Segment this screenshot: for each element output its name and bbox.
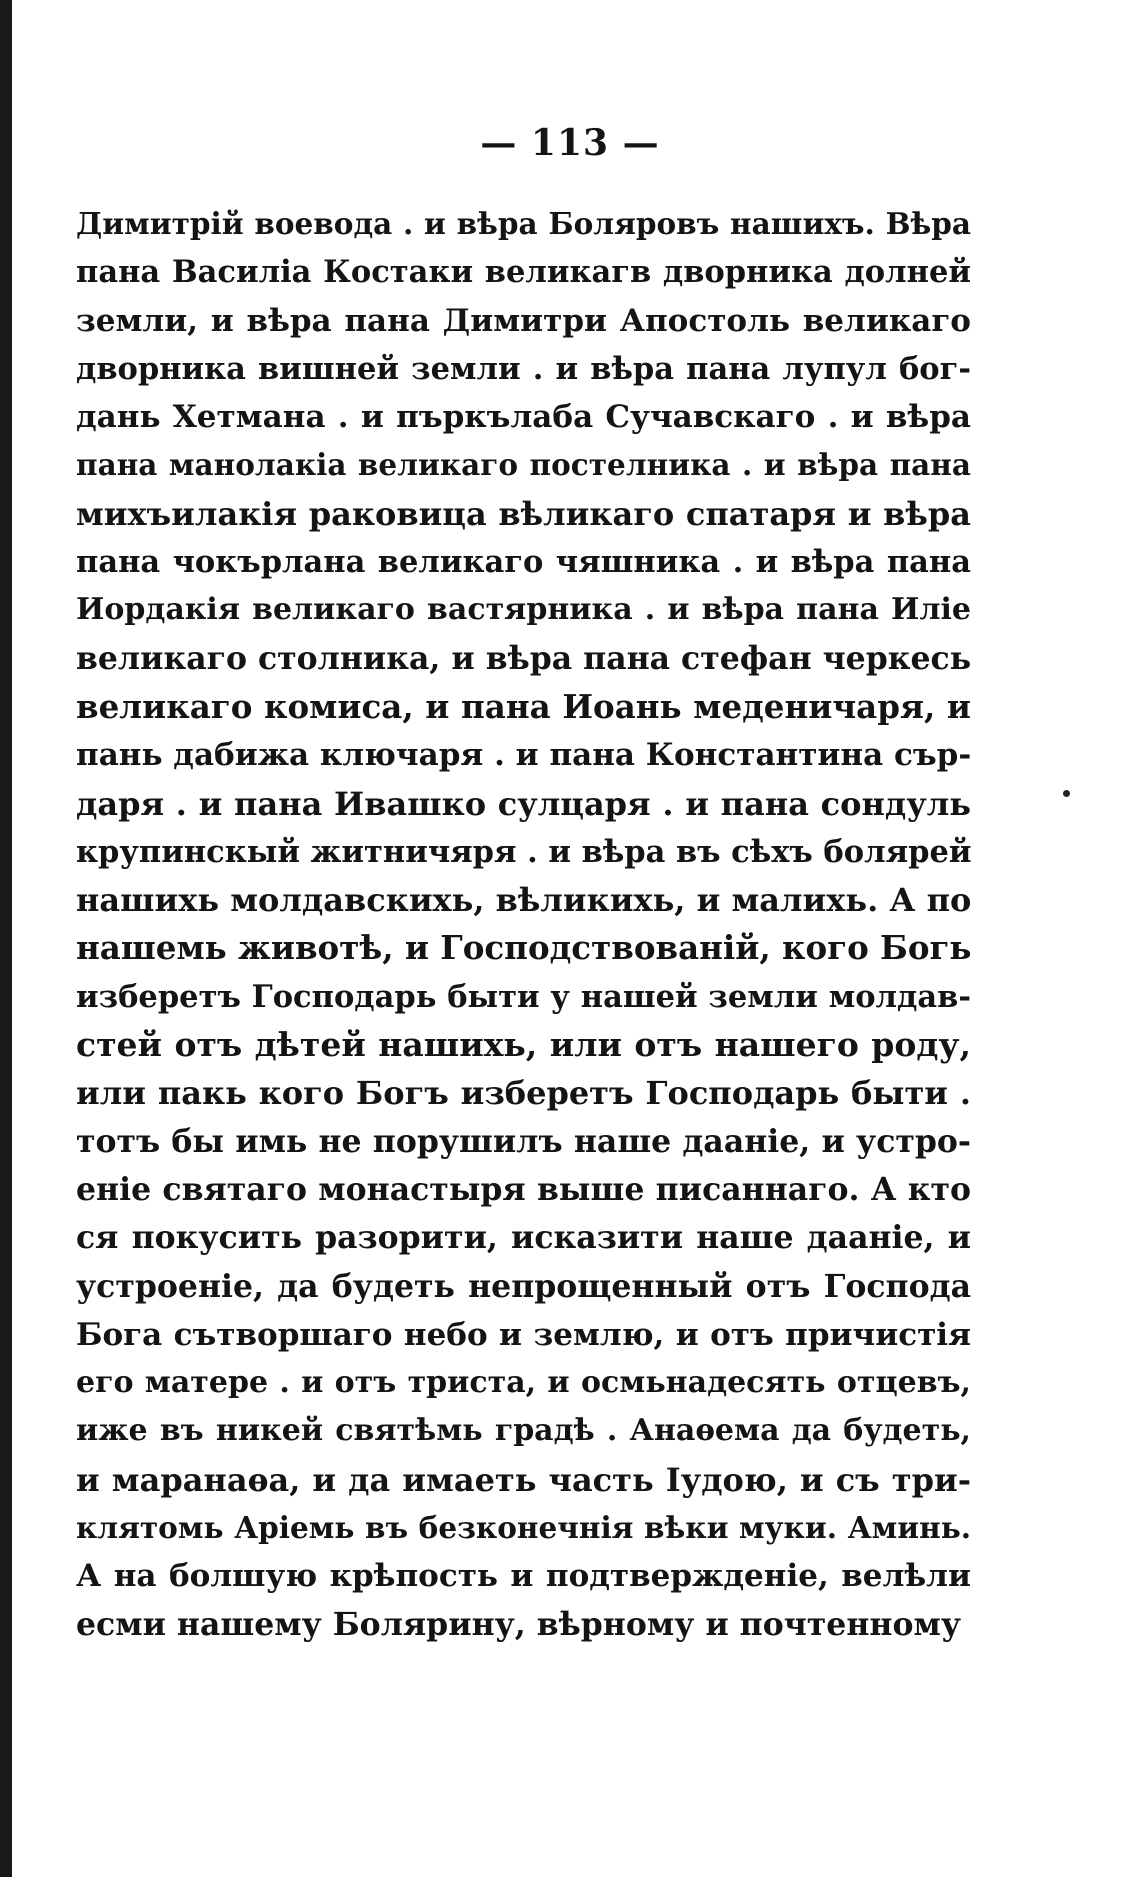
- text-line: пань дабижа ключаря . и пана Константина сър-: [76, 737, 971, 774]
- page-edge-shadow: [0, 0, 12, 1877]
- text-line: великаго комиса, и пана Иоань меденичаря, и: [76, 686, 971, 726]
- text-line: еніе святаго монастыря выше писаннаго. А кто: [76, 1170, 971, 1208]
- text-line: Бога сътворшаго небо и землю, и отъ причистія: [76, 1316, 971, 1353]
- text-line: крупинскый житничяря . и вѣра въ сѣхъ болярей: [76, 833, 971, 870]
- text-line: дань Хетмана . и пъркълаба Сучавскаго . и вѣра: [76, 399, 971, 436]
- text-line: нашихь молдавскихь, вѣликихь, и малихь. А по: [76, 881, 971, 920]
- page-number: — 113 —: [480, 122, 660, 164]
- text-line: Иордакія великаго вастярника . и вѣра пана Иліе: [76, 592, 971, 628]
- text-line: изберетъ Господарь быти у нашей земли молдав-: [76, 978, 971, 1015]
- text-line: есми нашему Болярину, вѣрному и почтенному: [76, 1605, 961, 1643]
- text-line: ся покусить разорити, исказити наше дааніе, и: [76, 1219, 971, 1257]
- text-line: пана манолакіа великаго постелника . и вѣра пана: [76, 447, 971, 483]
- text-line: земли, и вѣра пана Димитри Апостоль великаго: [76, 302, 971, 339]
- text-line: михъилакія раковица вѣликаго спатаря и вѣра: [76, 494, 971, 533]
- text-line: пана Василіа Костаки великагв дворника долней: [76, 254, 971, 291]
- text-line: клятомь Аріемь въ безконечнія вѣки муки. Аминь.: [76, 1510, 971, 1546]
- text-line: Димитрій воевода . и вѣра Боляровъ нашихъ. Вѣра: [76, 206, 971, 241]
- text-line: тотъ бы имь не порушилъ наше дааніе, и устро-: [76, 1122, 971, 1160]
- text-line: А на болшую крѣпость и подтвержденіе, велѣли: [76, 1558, 971, 1595]
- text-line: стей отъ дѣтей нашихь, или отъ нашего роду,: [76, 1025, 971, 1065]
- text-line: нашемь животѣ, и Господствованій, кого Богь: [76, 928, 971, 968]
- text-line: его матере . и отъ триста, и осмьнадесять отцевъ,: [76, 1365, 971, 1401]
- text-line: и маранаѳа, и да имаеть часть Іудою, и съ три-: [76, 1460, 971, 1499]
- text-line: великаго столника, и вѣра пана стефан черкесь: [76, 639, 971, 677]
- text-line: устроеніе, да будеть непрощенный отъ Господа: [76, 1267, 971, 1305]
- text-line: иже въ никей святѣмь градѣ . Анаѳема да будеть,: [76, 1413, 971, 1449]
- body-text: [76, 200, 971, 1649]
- text-line: пана чокърлана великаго чяшника . и вѣра пана: [76, 544, 971, 581]
- text-line: или пакь кого Богъ изберетъ Господарь быти .: [76, 1074, 971, 1113]
- text-line: дворника вишней земли . и вѣра пана лупул бог-: [76, 350, 971, 387]
- print-speck: [1063, 790, 1070, 797]
- text-line: даря . и пана Ивашко сулцаря . и пана сондуль: [76, 784, 971, 823]
